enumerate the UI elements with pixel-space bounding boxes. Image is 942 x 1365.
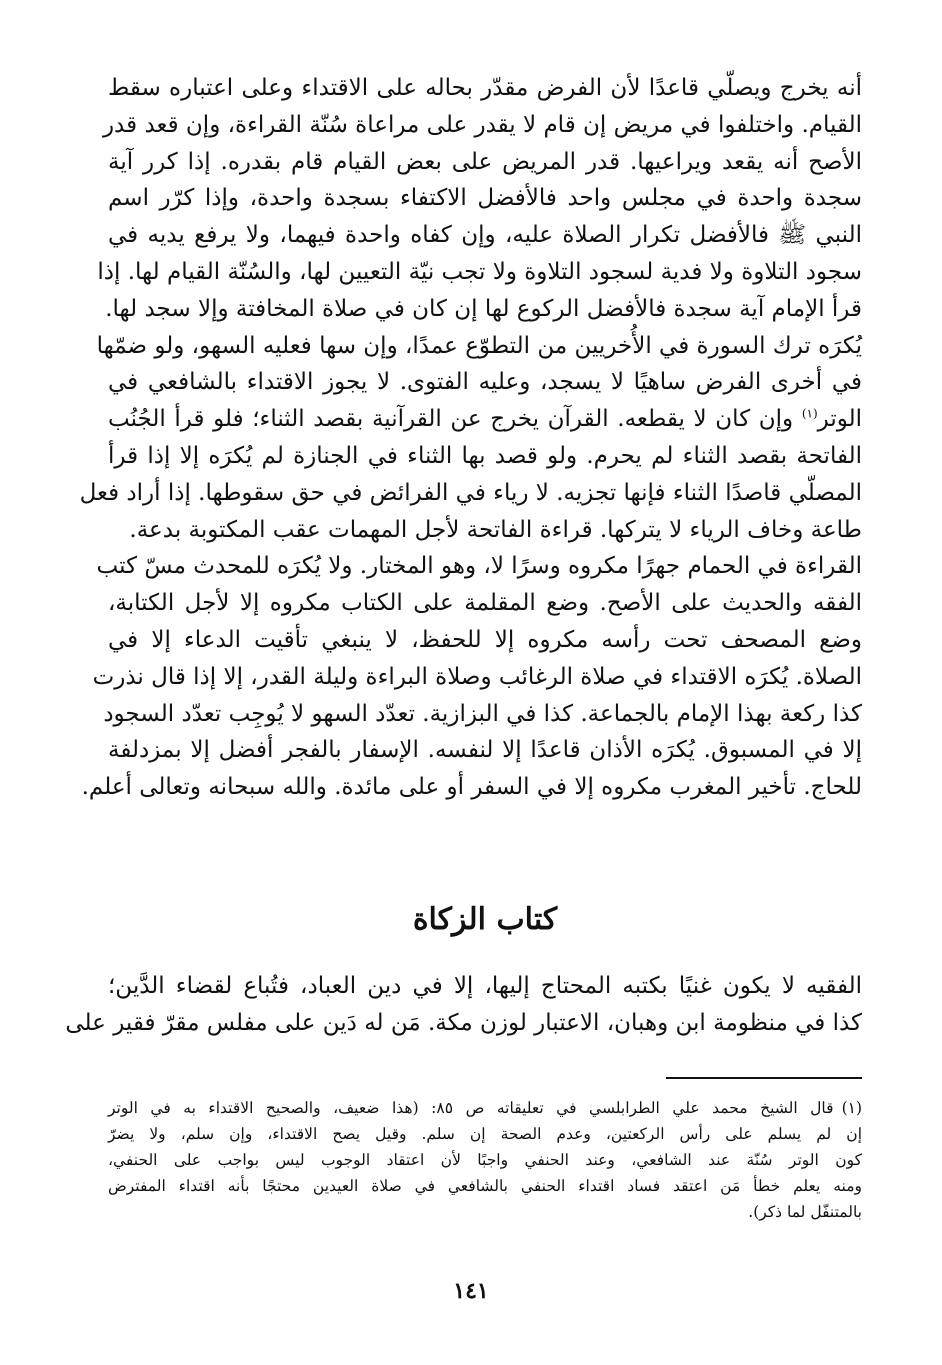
text-line-2: القيام. واختلفوا في مريض إن قام لا يقدر على مراعاة سُنّة القراءة، وإن قعد قدر (102, 111, 862, 138)
text-line-16: وضع المصحف تحت رأسه مكروه إلا للحفظ، لا ينبغي تأقيت الدعاء إلا في (108, 626, 862, 653)
text-line-3: الأصح أنه يقعد ويراعيها. قدر المريض على بعض القيام قام بقدره. إذا كرر آية (108, 148, 862, 175)
text-line-17: الصلاة. يُكرَه الاقتداء في صلاة الرغائب وصلاة البراءة وليلة القدر، إلا إذا قال نذرت (92, 663, 862, 690)
text-line-13: طاعة وخاف الرياء لا يتركها. قراءة الفاتحة لأجل المهمات عقب المكتوبة بدعة. (129, 516, 862, 543)
text-line-20: للحاج. تأخير المغرب مكروه إلا في السفر أو على مائدة. والله سبحانه وتعالى أعلم. (81, 774, 862, 801)
text-line-18: كذا ركعة بهذا الإمام بالجماعة. كذا في البزازية. تعدّد السهو لا يُوجِب تعدّد السجود (103, 700, 862, 727)
text-line-6: سجود التلاوة ولا فدية لسجود التلاوة ولا تجب نيّة التعيين لها، والسُنّة القيام لها. إذا (97, 258, 862, 285)
text-line-15: الفقه والحديث على الأصح. وضع المقلمة على الكتاب مكروه إلا لأجل الكتابة، (108, 590, 862, 617)
witr-word: الوتر (817, 406, 863, 433)
text-line-5: النبي ﷺ فالأفضل تكرار الصلاة عليه، وإن كفاه واحدة فيهما، ولا يرفع يديه في (108, 222, 862, 249)
text-line-1: أنه يخرج ويصلّي قاعدًا لأن الفرض مقدّر بحاله على الاقتداء وعلى اعتباره سقط (108, 75, 862, 101)
text-line-7: قرأ الإمام آية سجدة فالأفضل الركوع لها إن كان في صلاة المخافتة وإلا سجد لها. (105, 295, 862, 322)
footnote-number: (١) (841, 1099, 863, 1117)
page-number: ١٤١ (453, 1278, 489, 1304)
text-line-14: القراءة في الحمام جهرًا مكروه وسرًا لا، وهو المختار. ولا يُكرَه للمحدث مسّ كتب (96, 553, 862, 580)
text-line-9: في أخرى الفرض ساهيًا لا يسجد، وعليه الفتوى. لا يجوز الاقتداء بالشافعي في (108, 369, 862, 396)
text-line-8: يُكرَه ترك السورة في الأُخريين من التطوّع عمدًا، وإن سها فعليه السهو، ولو ضمّها (96, 332, 862, 359)
footnote-separator (666, 1077, 862, 1079)
text-line-4: سجدة واحدة في مجلس واحد فالأفضل الاكتفاء بسجدة واحدة، وإذا كرّر اسم (108, 185, 862, 212)
text-line-10 (108, 401, 862, 438)
footnote-reference[interactable]: (١) (801, 406, 818, 421)
footnote-block (108, 1095, 862, 1225)
chapter-line-2: كذا في منظومة ابن وهبان، الاعتبار لوزن مكة. مَن له دَين على مفلس مقرّ فقير على (65, 1009, 862, 1036)
text-line-11: الفاتحة بقصد الثناء لم يحرم. ولو قصد بها الثناء في الجنازة لم يُكرَه إلا إذا قرأ (108, 442, 862, 469)
footnote-line-3: كون الوتر سُنّة عند الشافعي، وعند الحنفي واجبًا لأن اعتقاد الوجوب ليس بواجب على الحنفي، (108, 1151, 862, 1169)
footnote-line-5: بالمتنفّل لما ذكر). (748, 1203, 862, 1221)
chapter-line-1: الفقيه لا يكون غنيًا بكتبه المحتاج إليها، إلا في دين العباد، فتُباع لقضاء الدَّين؛ (108, 973, 862, 999)
text-line-19: إلا في المسبوق. يُكرَه الأذان قاعدًا إلا لنفسه. الإسفار بالفجر أفضل إلا بمزدلفة (108, 737, 862, 764)
footnote-line-1 (108, 1095, 862, 1121)
text-line-12: المصلّي قاصدًا الثناء فإنها تجزيه. لا رياء في الفرائض في حق سقوطها. إذا أراد فعل (79, 479, 862, 506)
chapter-text-block (65, 968, 862, 1042)
text-line-10-rest: وإن كان لا يقطعه. القرآن يخرج عن القرآنية بقصد الثناء؛ فلو قرأ الجُنُب (108, 406, 794, 433)
footnote-line-2: إن لم يسلم على رأس الركعتين، وعدم الصحة إن سلم. وقيل يصح الاقتداء، وإن سلم، ولا يضرّ (108, 1125, 862, 1143)
main-text-block (79, 70, 863, 806)
footnote-line-1-text: قال الشيخ محمد علي الطرابلسي في تعليقاته ص ٨٥: (هذا ضعيف، والصحيح الاقتداء به في الوتر (108, 1099, 834, 1117)
chapter-title: كتاب الزكاة (412, 902, 558, 937)
footnote-line-4: ومنه يعلم خطأ مَن اعتقد فساد اقتداء الحنفي بالشافعي في صلاة العيدين محتجًا بأنه اقتداء المفترض (108, 1177, 862, 1195)
